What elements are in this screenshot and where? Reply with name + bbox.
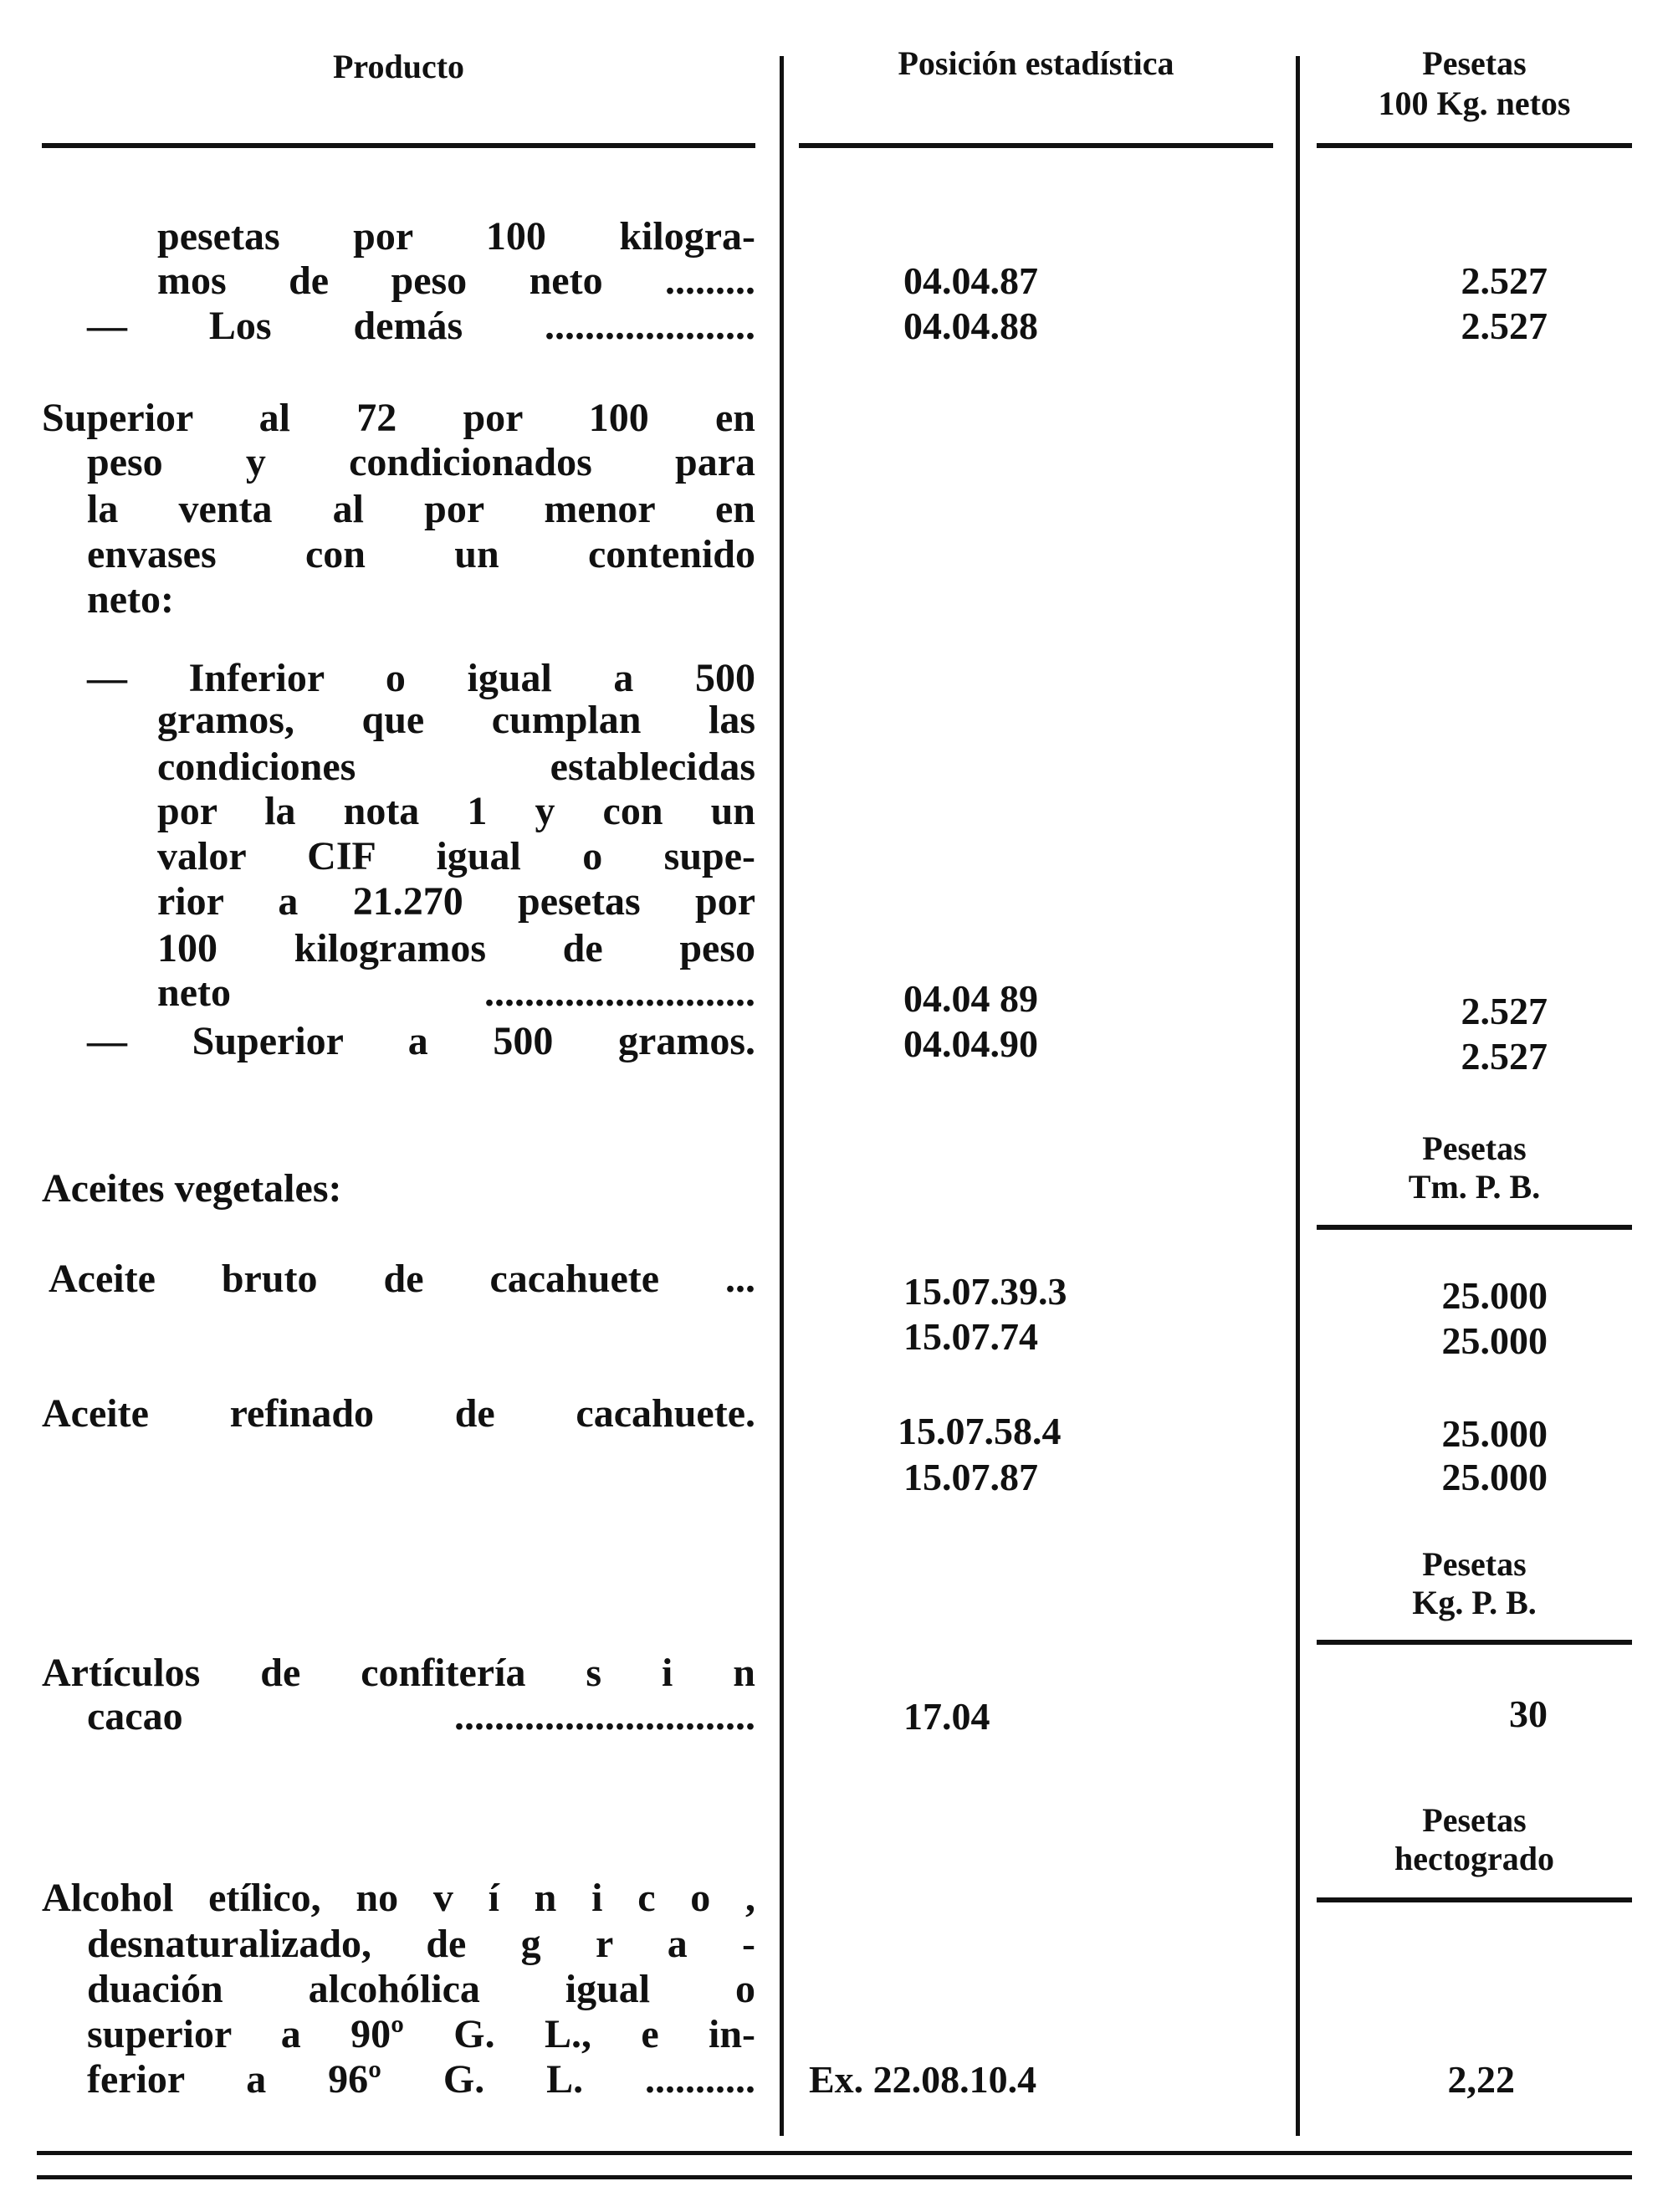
- product-line: envases con un contenido: [87, 532, 755, 576]
- product-line: — Los demás .....................: [87, 304, 755, 348]
- pesetas-value: 2.527: [1461, 259, 1548, 302]
- posicion-estadistica-code: 15.07.74: [903, 1315, 1038, 1358]
- header-pesetas-line2: 100 Kg. netos: [1378, 84, 1571, 122]
- header-rule-producto: [42, 143, 755, 148]
- posicion-estadistica-code: 04.04 89: [903, 977, 1038, 1020]
- product-line: desnaturalizado, de g r a -: [87, 1922, 755, 1966]
- unit-header-line1: Pesetas: [1422, 1545, 1527, 1583]
- unit-header-rule: [1317, 1897, 1632, 1902]
- pesetas-value: 25.000: [1441, 1412, 1548, 1455]
- product-line: mos de peso neto .........: [157, 259, 755, 303]
- posicion-estadistica-code: 15.07.87: [903, 1456, 1038, 1498]
- product-line: valor CIF igual o supe-: [157, 834, 755, 878]
- unit-header-rule: [1317, 1640, 1632, 1645]
- unit-header-rule: [1317, 1225, 1632, 1230]
- unit-header: [1317, 1801, 1632, 1878]
- product-line: gramos, que cumplan las: [157, 698, 755, 742]
- unit-header-line2: Tm. P. B.: [1408, 1168, 1541, 1206]
- posicion-estadistica-code: 04.04.87: [903, 259, 1038, 302]
- product-line: Superior al 72 por 100 en: [42, 396, 755, 440]
- posicion-estadistica-code: 15.07.58.4: [898, 1410, 1062, 1452]
- pesetas-value: 25.000: [1441, 1274, 1548, 1317]
- product-line: cacao ..............................: [87, 1694, 755, 1738]
- posicion-estadistica-code: 04.04.88: [903, 305, 1038, 347]
- product-line: Artículos de confitería s i n: [42, 1651, 755, 1695]
- header-pesetas-line1: Pesetas: [1422, 44, 1527, 82]
- product-line: neto:: [87, 577, 174, 622]
- product-line: peso y condicionados para: [87, 440, 755, 484]
- unit-header-line1: Pesetas: [1422, 1801, 1527, 1839]
- column-divider-1: [780, 56, 784, 2136]
- product-line: — Inferior o igual a 500: [87, 656, 755, 700]
- unit-header-line2: Kg. P. B.: [1412, 1584, 1537, 1621]
- posicion-estadistica-code: Ex. 22.08.10.4: [809, 2058, 1037, 2101]
- product-line: 100 kilogramos de peso: [157, 926, 755, 970]
- bottom-double-rule-bottom: [37, 2175, 1632, 2179]
- pesetas-value: 2.527: [1461, 1035, 1548, 1078]
- header-posicion-estadistica: Posición estadística: [898, 44, 1174, 82]
- product-line: rior a 21.270 pesetas por: [157, 879, 755, 924]
- product-line: superior a 90º G. L., e in-: [87, 2012, 755, 2056]
- product-line: la venta al por menor en: [87, 487, 755, 531]
- product-line: por la nota 1 y con un: [157, 789, 755, 833]
- unit-header-line1: Pesetas: [1422, 1129, 1527, 1167]
- unit-header: [1317, 1545, 1632, 1622]
- pesetas-value: 2.527: [1461, 990, 1548, 1032]
- header-rule-pesetas: [1317, 143, 1632, 148]
- unit-header-line2: hectogrado: [1394, 1840, 1555, 1877]
- posicion-estadistica-code: 17.04: [903, 1695, 990, 1738]
- product-line: pesetas por 100 kilogra-: [157, 214, 755, 259]
- product-line: Aceite bruto de cacahuete ...: [49, 1257, 755, 1301]
- product-line: condiciones establecidas: [157, 745, 755, 789]
- product-line: neto ...........................: [157, 970, 755, 1015]
- product-line: Aceite refinado de cacahuete.: [42, 1391, 755, 1436]
- column-divider-2: [1296, 56, 1300, 2136]
- product-line: Aceites vegetales:: [42, 1166, 342, 1211]
- product-line: — Superior a 500 gramos.: [87, 1019, 755, 1063]
- posicion-estadistica-code: 15.07.39.3: [903, 1270, 1067, 1313]
- header-producto: Producto: [332, 48, 465, 85]
- product-line: duación alcohólica igual o: [87, 1967, 755, 2011]
- pesetas-value: 2.527: [1461, 305, 1548, 347]
- posicion-estadistica-code: 04.04.90: [903, 1022, 1038, 1065]
- header-pesetas: [1317, 44, 1632, 124]
- pesetas-value: 25.000: [1441, 1456, 1548, 1498]
- pesetas-value: 25.000: [1441, 1319, 1548, 1362]
- bottom-double-rule-top: [37, 2151, 1632, 2155]
- product-line: Alcohol etílico, no v í n i c o ,: [42, 1876, 755, 1920]
- pesetas-value: 30: [1509, 1692, 1548, 1735]
- unit-header: [1317, 1129, 1632, 1206]
- header-rule-posicion: [799, 143, 1273, 148]
- product-line: ferior a 96º G. L. ...........: [87, 2057, 755, 2102]
- pesetas-value: 2,22: [1447, 2058, 1515, 2101]
